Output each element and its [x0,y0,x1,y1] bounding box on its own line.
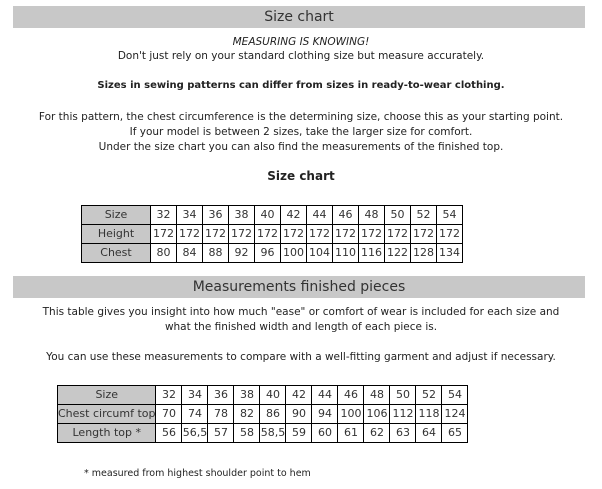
size-chart-cell: 172 [281,225,307,244]
finished-pieces-cell: 65 [442,424,468,443]
size-chart-row-label: Height [82,225,151,244]
size-chart-cell: 172 [385,225,411,244]
size-chart-cell: 48 [359,206,385,225]
finished-pieces-cell: 61 [338,424,364,443]
size-chart-cell: 104 [307,244,333,263]
finished-pieces-cell: 82 [234,405,260,424]
size-chart-cell: 96 [255,244,281,263]
size-chart-cell: 84 [177,244,203,263]
finished-pieces-cell: 58 [234,424,260,443]
size-chart-cell: 92 [229,244,255,263]
size-chart-cell: 134 [437,244,463,263]
finished-intro-line-1: This table gives you insight into how much "ease" or comfort of wear is included for each size and [42,306,560,318]
size-chart-cell: 32 [151,206,177,225]
finished-pieces-cell: 63 [390,424,416,443]
finished-pieces-cell: 56 [156,424,182,443]
finished-pieces-row-label: Size [58,386,156,405]
finished-pieces-cell: 56,5 [182,424,208,443]
finished-pieces-cell: 57 [208,424,234,443]
size-chart-cell: 172 [229,225,255,244]
finished-intro-line-3: You can use these measurements to compare with a well-fitting garment and adjust if necessary. [46,351,556,363]
finished-pieces-cell: 32 [156,386,182,405]
size-chart-row-label: Chest [82,244,151,263]
finished-pieces-cell: 36 [208,386,234,405]
size-chart-cell: 172 [255,225,281,244]
size-chart-row [82,206,463,225]
finished-pieces-cell: 40 [260,386,286,405]
finished-pieces-cell: 54 [442,386,468,405]
size-chart-table [81,205,463,263]
finished-pieces-cell: 90 [286,405,312,424]
finished-pieces-row [58,405,468,424]
size-chart-cell: 172 [203,225,229,244]
size-chart-cell: 172 [359,225,385,244]
finished-pieces-row-label: Length top * [58,424,156,443]
finished-pieces-cell: 70 [156,405,182,424]
finished-pieces-cell: 74 [182,405,208,424]
finished-pieces-cell: 52 [416,386,442,405]
finished-pieces-cell: 42 [286,386,312,405]
finished-pieces-cell: 86 [260,405,286,424]
size-chart-cell: 128 [411,244,437,263]
finished-pieces-cell: 62 [364,424,390,443]
size-chart-cell: 110 [333,244,359,263]
finished-pieces-cell: 100 [338,405,364,424]
finished-intro-line-2: what the finished width and length of each piece is. [164,321,438,333]
size-chart-cell: 116 [359,244,385,263]
finished-pieces-row-label: Chest circumf top [58,405,156,424]
size-chart-cell: 42 [281,206,307,225]
finished-pieces-cell: 34 [182,386,208,405]
instruction-line-1: For this pattern, the chest circumference is the determining size, choose this as your starting point. [38,111,564,123]
size-chart-cell: 172 [151,225,177,244]
size-chart-cell: 34 [177,206,203,225]
finished-pieces-cell: 78 [208,405,234,424]
size-chart-cell: 40 [255,206,281,225]
size-chart-title: Size chart [264,9,334,25]
warning-text: Sizes in sewing patterns can differ from sizes in ready-to-wear clothing. [97,80,505,91]
size-chart-cell: 172 [437,225,463,244]
size-chart-row [82,244,463,263]
size-chart-cell: 172 [307,225,333,244]
finished-pieces-cell: 59 [286,424,312,443]
size-chart-row-label: Size [82,206,151,225]
finished-pieces-cell: 58,5 [260,424,286,443]
size-chart-cell: 88 [203,244,229,263]
finished-pieces-cell: 60 [312,424,338,443]
size-chart-cell: 100 [281,244,307,263]
instruction-line-3: Under the size chart you can also find the measurements of the finished top. [98,141,504,153]
finished-pieces-table-body [58,386,468,443]
size-chart-cell: 172 [411,225,437,244]
size-chart-row [82,225,463,244]
finished-pieces-cell: 118 [416,405,442,424]
size-chart-header-bar [13,6,585,28]
size-chart-table-title: Size chart [267,169,335,183]
size-chart-cell: 46 [333,206,359,225]
size-chart-cell: 122 [385,244,411,263]
size-chart-table-body [82,206,463,263]
finished-pieces-cell: 50 [390,386,416,405]
finished-pieces-header-bar [13,276,585,298]
size-chart-cell: 80 [151,244,177,263]
finished-pieces-cell: 94 [312,405,338,424]
finished-pieces-cell: 38 [234,386,260,405]
finished-pieces-table [57,385,468,443]
finished-pieces-title: Measurements finished pieces [192,279,406,295]
tagline: MEASURING IS KNOWING! [232,36,370,48]
finished-pieces-cell: 112 [390,405,416,424]
size-chart-cell: 52 [411,206,437,225]
size-chart-cell: 54 [437,206,463,225]
footnote: * measured from highest shoulder point to hem [84,468,311,479]
size-chart-cell: 50 [385,206,411,225]
finished-pieces-cell: 124 [442,405,468,424]
finished-pieces-row [58,386,468,405]
size-chart-cell: 172 [333,225,359,244]
intro-text: Don't just rely on your standard clothing size but measure accurately. [117,50,485,62]
size-chart-cell: 172 [177,225,203,244]
finished-pieces-cell: 44 [312,386,338,405]
finished-pieces-cell: 48 [364,386,390,405]
size-chart-cell: 38 [229,206,255,225]
finished-pieces-cell: 64 [416,424,442,443]
size-chart-cell: 36 [203,206,229,225]
finished-pieces-cell: 46 [338,386,364,405]
finished-pieces-cell: 106 [364,405,390,424]
instruction-line-2: If your model is between 2 sizes, take the larger size for comfort. [129,126,473,138]
finished-pieces-row [58,424,468,443]
size-chart-cell: 44 [307,206,333,225]
